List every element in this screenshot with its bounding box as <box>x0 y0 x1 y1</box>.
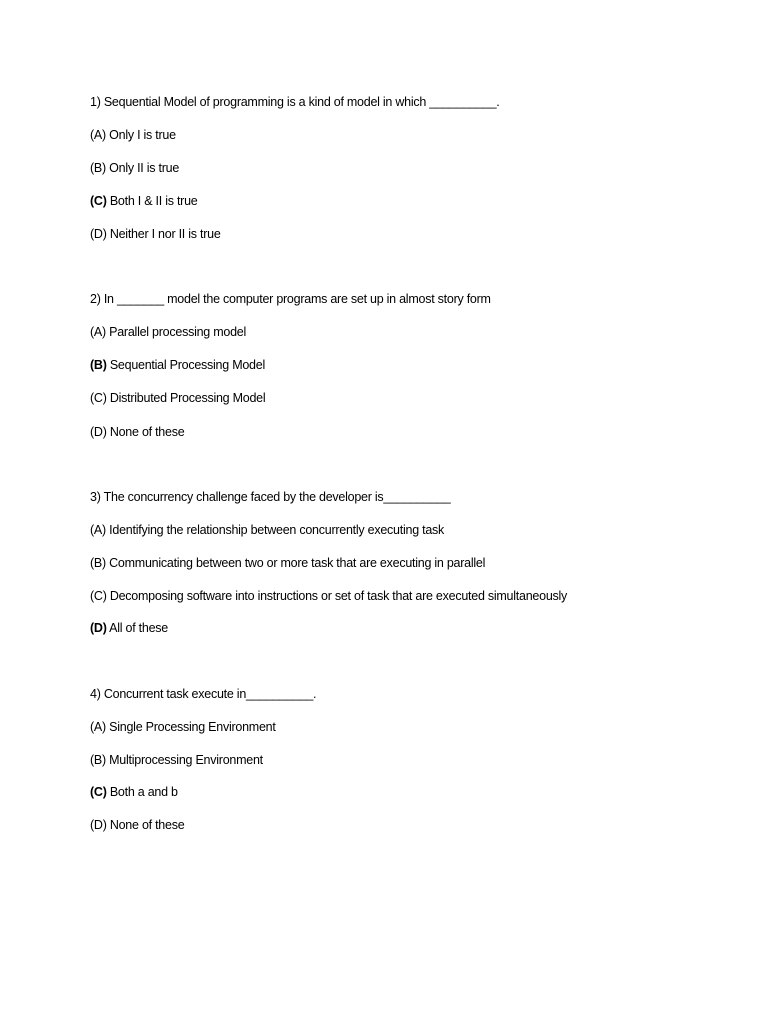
question-2-text: 2) In _______ model the computer programs are set up in almost story form <box>90 292 491 306</box>
question-2-option-a: (A) Parallel processing model <box>90 325 247 339</box>
question-4-text: 4) Concurrent task execute in__________. <box>90 687 317 701</box>
question-4-option-d: (D) None of these <box>90 818 185 832</box>
question-3-option-c: (C) Decomposing software into instructions or set of task that are executed simultaneously <box>90 589 568 603</box>
question-1-option-d: (D) Neither I nor II is true <box>90 227 221 241</box>
question-1-option-b: (B) Only II is true <box>90 161 180 175</box>
question-4-option-b: (B) Multiprocessing Environment <box>90 753 263 767</box>
question-2-option-b: (B) Sequential Processing Model <box>90 358 265 372</box>
question-1-text: 1) Sequential Model of programming is a kind of model in which __________. <box>90 95 500 109</box>
question-3-option-b: (B) Communicating between two or more task that are executing in parallel <box>90 556 486 570</box>
question-1-option-a: (A) Only I is true <box>90 128 176 142</box>
question-4-option-a: (A) Single Processing Environment <box>90 720 276 734</box>
question-2-option-c: (C) Distributed Processing Model <box>90 391 266 405</box>
question-1-option-c: (C) Both I & II is true <box>90 194 198 208</box>
question-4-option-c: (C) Both a and b <box>90 785 178 799</box>
question-2-option-d: (D) None of these <box>90 425 185 439</box>
question-3-option-d: (D) All of these <box>90 621 168 635</box>
question-3-text: 3) The concurrency challenge faced by the developer is__________ <box>90 490 451 504</box>
question-3-option-a: (A) Identifying the relationship between concurrently executing task <box>90 523 445 537</box>
